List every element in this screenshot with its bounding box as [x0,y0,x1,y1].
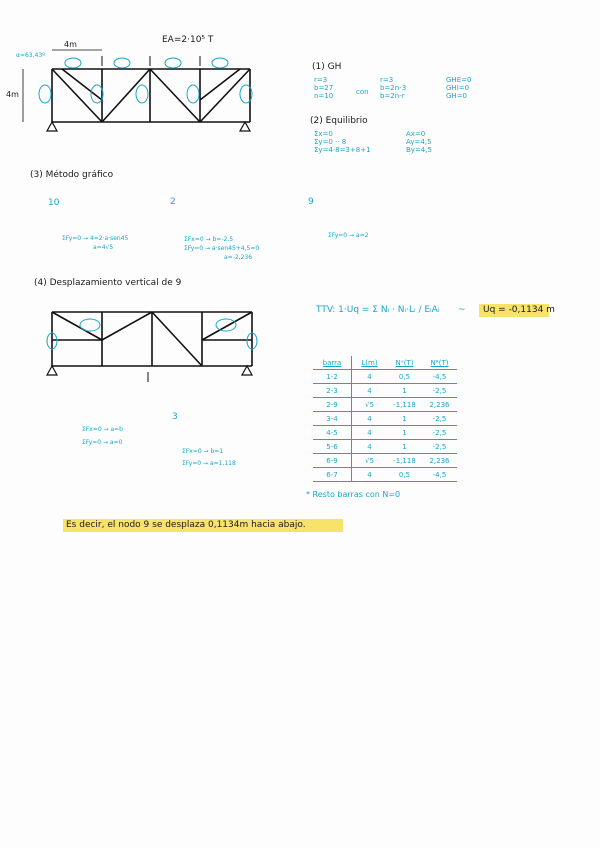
eq-1: Σx=0 [314,130,333,138]
eq-2: Σy=0 ·· 8 [314,138,347,146]
note: * Resto barras con N=0 [306,490,401,499]
virtual-eq1: ΣFx=0 → a=b [82,426,123,433]
node-9-eq1: ΣFy=0 → a=2 [328,232,369,239]
gh-eq2: b=27 [314,84,334,92]
cell: 4 [352,440,388,454]
conclusion: Es decir, el nodo 9 se desplaza 0,1134m hacia abajo. [66,520,306,530]
force-circles [39,58,260,349]
cell: 2,236 [422,454,457,468]
eq-r3: By=4,5 [406,146,432,154]
cell: 4 [352,412,388,426]
cell: 3-4 [313,412,352,426]
ea-label: EA=2·10⁵ T [162,35,214,45]
node-2-eq1: ΣFx=0 → b=-2,5 [184,236,234,243]
ttv-result: Uq = -0,1134 m [483,305,555,315]
cell: -2,5 [422,384,457,398]
cell: -2,5 [422,412,457,426]
cell: -4,5 [422,468,457,482]
node-10-label: 10 [48,198,60,208]
node-3-eq1: ΣFx=0 → b=1 [182,448,224,455]
cell: 1 [387,440,422,454]
node-10-eq2: a=4√5 [93,244,114,251]
cell: 2-3 [313,384,352,398]
table-row [313,426,457,440]
eq-r2: Ay=4,5 [406,138,432,146]
gh-b2: b=2n-3 [380,84,407,92]
col-nr: Nᴿ(T) [422,356,457,370]
node-3-label: 3 [172,412,178,422]
node-3-eq2: ΣFy=0 → a=1,118 [182,460,236,467]
cell: √5 [352,398,388,412]
ttv-formula: TTV: 1·Uq = Σ Nᵢ · Nᵢ·Lᵢ / EᵢAᵢ [316,305,440,315]
gh-res1: GHE=0 [446,76,472,84]
cell: 1 [387,412,422,426]
table-row [313,440,457,454]
span-label: 4m [64,40,77,49]
cell: √5 [352,454,388,468]
eq-r1: Ax=0 [406,130,426,138]
cell: -1,118 [387,454,422,468]
col-barra: barra [313,356,352,370]
cell: 2-9 [313,398,352,412]
cell: 5-6 [313,440,352,454]
cell: -4,5 [422,370,457,384]
cell: 4 [352,384,388,398]
table-row [313,398,457,412]
cell: 1 [387,426,422,440]
node-2-label: 2 [170,197,176,207]
height-label: 4m [6,90,19,99]
col-nv: Nᵛ(T) [387,356,422,370]
gh-b1: r=3 [380,76,394,84]
node-2-eq2: ΣFy=0 → a·sen45+4,5=0 [184,245,260,252]
cell: 2,236 [422,398,457,412]
truss-bottom [52,312,252,366]
ttv-arrow: ~ [458,305,466,315]
node-2-eq3: a=-2,236 [224,254,253,261]
angle-label: α=63,43º [16,52,45,59]
node-9-label: 9 [308,197,314,207]
section-equilibrio: (2) Equilibrio [310,116,368,126]
gh-b3: b=2n-r [380,92,405,100]
bars-table [313,356,457,482]
cell: 4 [352,370,388,384]
cell: 0,5 [387,468,422,482]
cell: 0,5 [387,370,422,384]
col-length: L(m) [352,356,388,370]
table-row [313,384,457,398]
cell: 4 [352,468,388,482]
gh-res3: GH=0 [446,92,468,100]
table-header-row [313,356,457,370]
cell: 6-9 [313,454,352,468]
eq-3: Σy=4·8=3+8+1 [314,146,371,154]
section-gh: (1) GH [312,62,342,72]
table-row [313,468,457,482]
gh-con: con [356,88,369,96]
table-row [313,454,457,468]
cell: 4 [352,426,388,440]
truss-top [52,69,250,122]
gh-res2: GHI=0 [446,84,470,92]
gh-eq1: r=3 [314,76,328,84]
table-row [313,412,457,426]
cell: -1,118 [387,398,422,412]
node-10-eq1: ΣFy=0 → 4=2·a·sen45 [62,235,129,242]
cell: 1 [387,384,422,398]
virtual-eq2: ΣFy=0 → a=0 [82,439,123,446]
section-desplazamiento: (4) Desplazamiento vertical de 9 [34,278,182,288]
cell: 4-5 [313,426,352,440]
section-grafico: (3) Método gráfico [30,170,114,180]
gh-eq3: n=10 [314,92,334,100]
cell: 1-2 [313,370,352,384]
cell: -2,5 [422,426,457,440]
dimension-lines [23,50,102,122]
cell: -2,5 [422,440,457,454]
cell: 6-7 [313,468,352,482]
table-row [313,370,457,384]
